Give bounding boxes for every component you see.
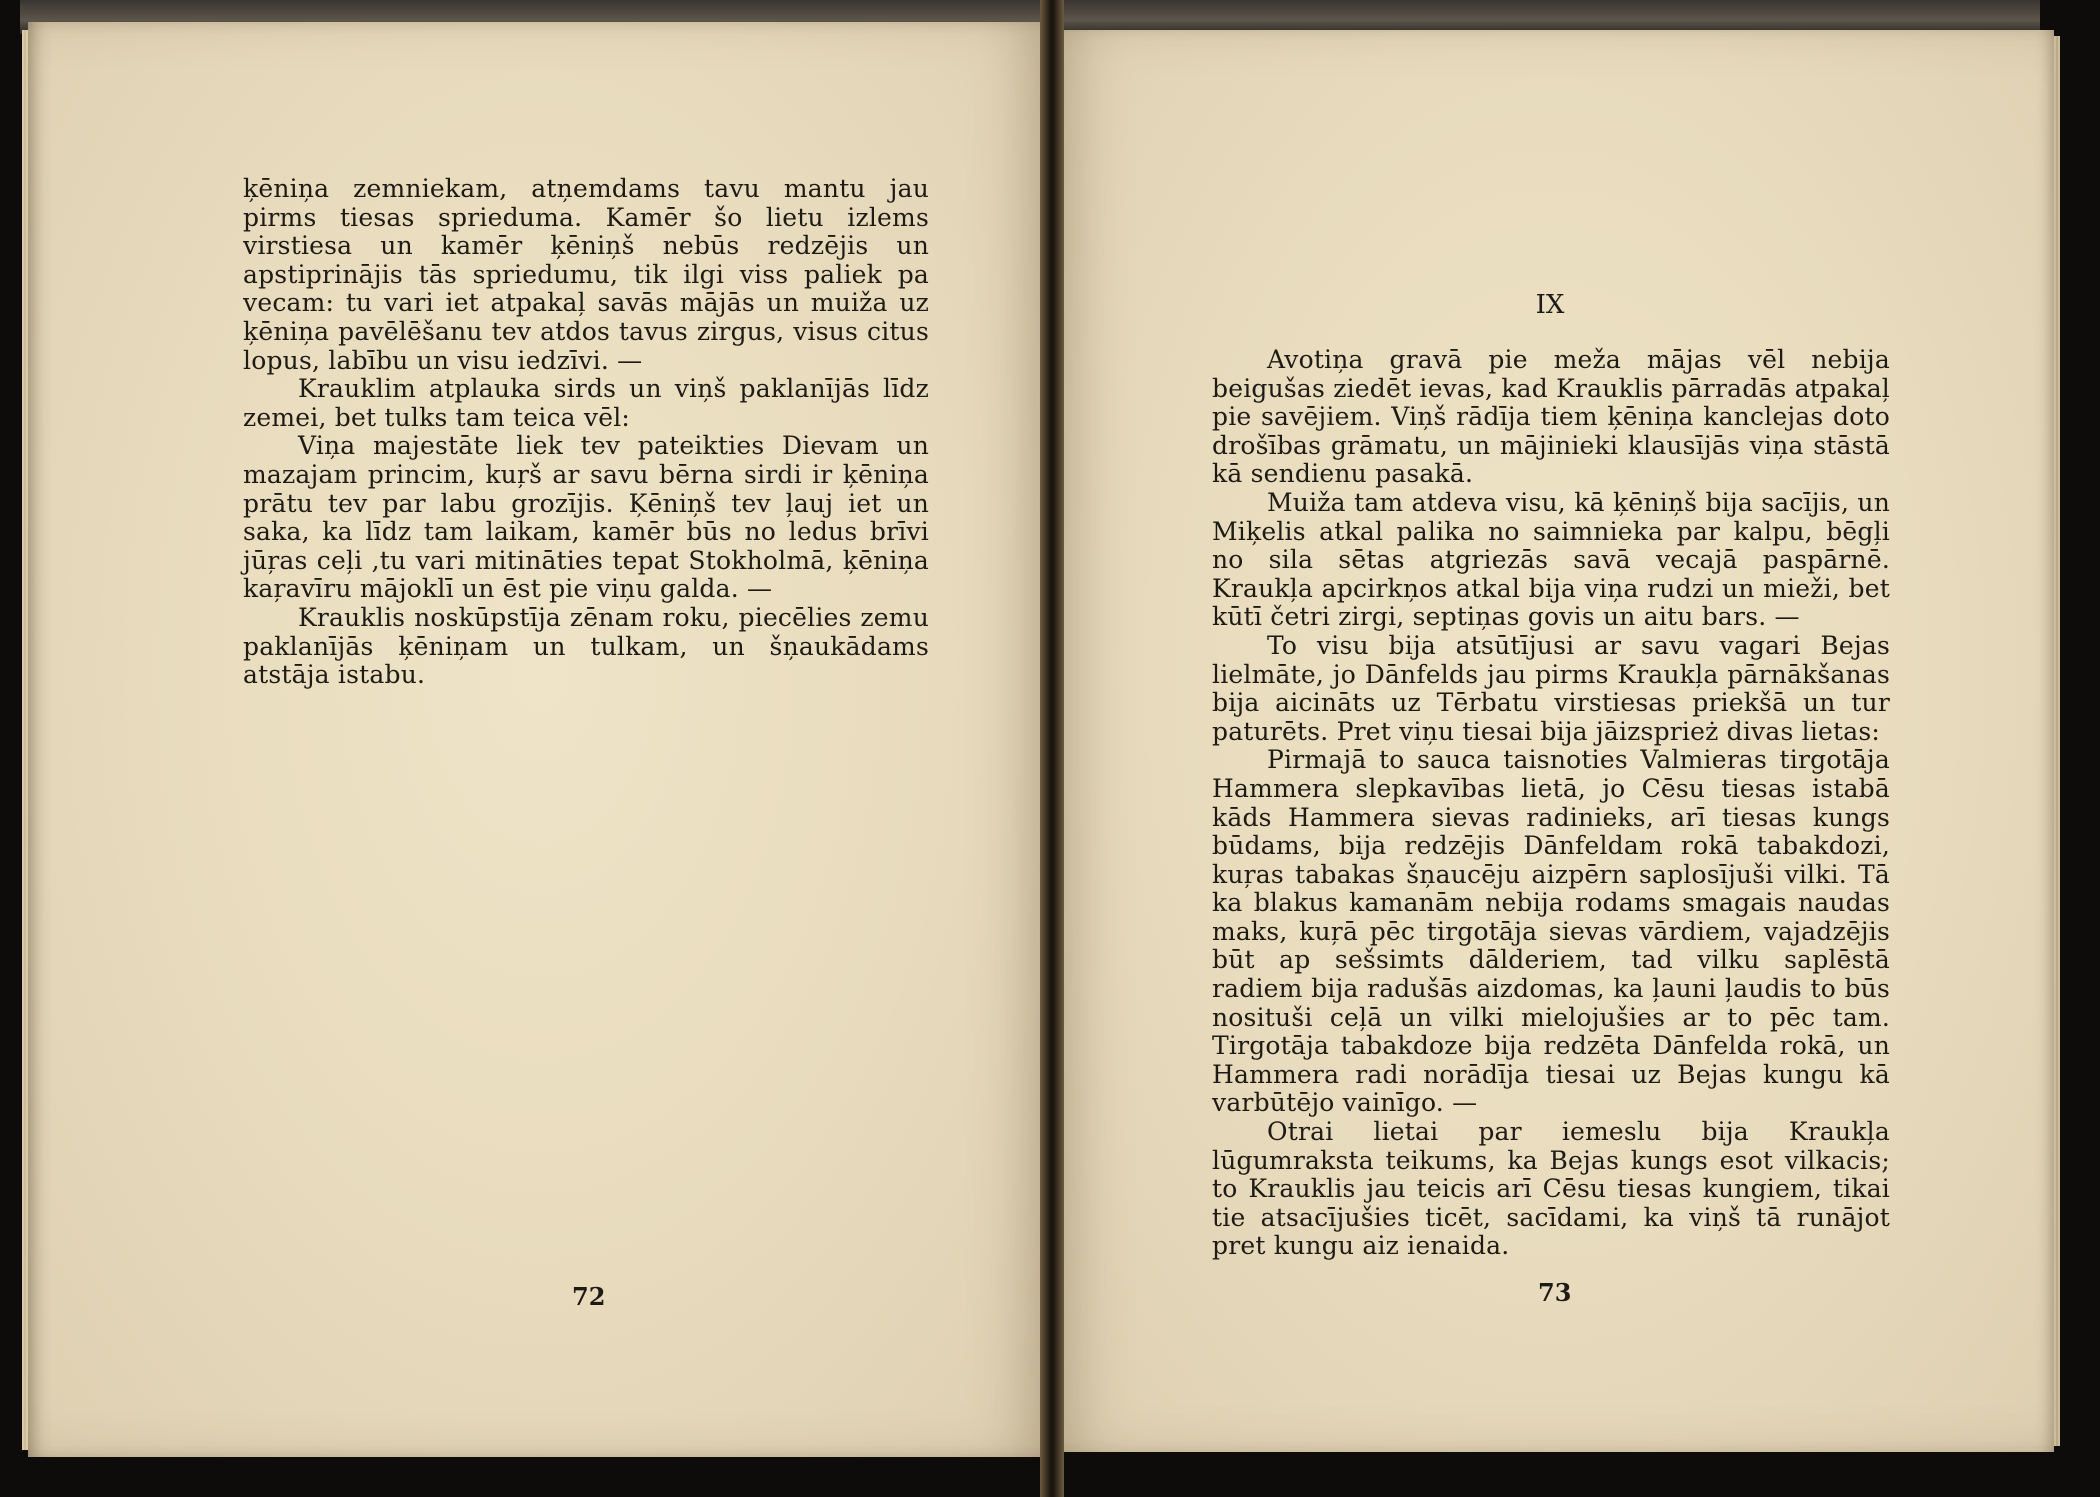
left-page-text: [243, 175, 929, 690]
paragraph: Pirmajā to sauca taisnoties Valmieras tirgotāja Hammera slepkavības lietā, jo Cēsu tiesas istabā kāds Hammera sievas radinieks, arī tiesas kungs būdams, bija redzējis Dānfeldam rokā tabakdozi, kuŗas tabakas šņaucēju aizpērn saplosījuši vilki. Tā ka blakus kamanām nebija rodams smagais naudas maks, kuŗā pēc tirgotāja sievas vārdiem, vajadzējis būt ap sešsimts dālderiem, tad vilku saplēstā radiem bija radušās aizdomas, ka ļauni ļaudis to būs nosituši ceļā un vilki mielojušies ar to pēc tam. Tirgotāja tabakdoze bija redzēta Dānfelda rokā, un Hammera radi norādīja tiesai uz Bejas kungu kā varbūtējo vainīgo. —: [1212, 745, 1890, 1118]
paragraph: Viņa majestāte liek tev pateikties Dievam un mazajam princim, kuŗš ar savu bērna sirdi ir ķēniņa prātu tev par labu grozījis. Ķēniņš tev ļauj iet un saka, ka līdz tam laikam, kamēr būs no ledus brīvi jūŗas ceļi ,tu vari mitināties tepat Stokholmā, ķēniņa kaŗavīru mājoklī un ēst pie viņu galda. —: [243, 431, 929, 604]
chapter-heading: IX: [1535, 290, 1565, 320]
paragraph: To visu bija atsūtījusi ar savu vagari Bejas lielmāte, jo Dānfelds jau pirms Kraukļa pārnākšanas bija aicināts uz Tērbatu virstiesas priekšā un tur paturēts. Pret viņu tiesai bija jāizsprież divas lietas:: [1212, 630, 1890, 746]
paragraph: Avotiņa gravā pie meža mājas vēl nebija beigušas ziedēt ievas, kad Krauklis pārradās atpakaļ pie savējiem. Viņš rādīja tiem ķēniņa kanclejas doto drošības grāmatu, un mājinieki klausījās viņa stāstā kā sendienu pasakā.: [1212, 345, 1890, 489]
right-page-text: [1212, 346, 1890, 1261]
book-gutter: [1040, 0, 1064, 1497]
paragraph: Muiža tam atdeva visu, kā ķēniņš bija sacījis, un Miķelis atkal palika no saimnieka par kalpu, bēgļi no sila sētas atgriezās savā vecajā paspārnē. Kraukļa apcirkņos atkal bija viņa rudzi un mieži, bet kūtī četri zirgi, septiņas govis un aitu bars. —: [1212, 487, 1890, 632]
paragraph: Otrai lietai par iemeslu bija Kraukļa lūgumraksta teikums, ka Bejas kungs esot vilkacis; to Krauklis jau teicis arī Cēsu tiesas kungiem, tikai tie atsacījušies ticēt, sacīdami, ka viņš tā runājot pret kungu aiz ienaida.: [1212, 1117, 1890, 1261]
paragraph: Krauklis noskūpstīja zēnam roku, piecēlies zemu paklanījās ķēniņam un tulkam, un šņaukādams atstāja istabu.: [243, 602, 929, 690]
page-number-right: 73: [1538, 1278, 1572, 1307]
paragraph: ķēniņa zemniekam, atņemdams tavu mantu jau pirms tiesas sprieduma. Kamēr šo lietu izlems virstiesa un kamēr ķēniņš nebūs redzējis un apstiprinājis tās spriedumu, tik ilgi viss paliek pa vecam: tu vari iet atpakaļ savās mājās un muiža uz ķēniņa pavēlēšanu tev atdos tavus zirgus, visus citus lopus, labību un visu iedzīvi. —: [243, 174, 929, 375]
page-number-left: 72: [572, 1282, 606, 1311]
paragraph: Krauklim atplauka sirds un viņš paklanījās līdz zemei, bet tulks tam teica vēl:: [243, 374, 929, 432]
